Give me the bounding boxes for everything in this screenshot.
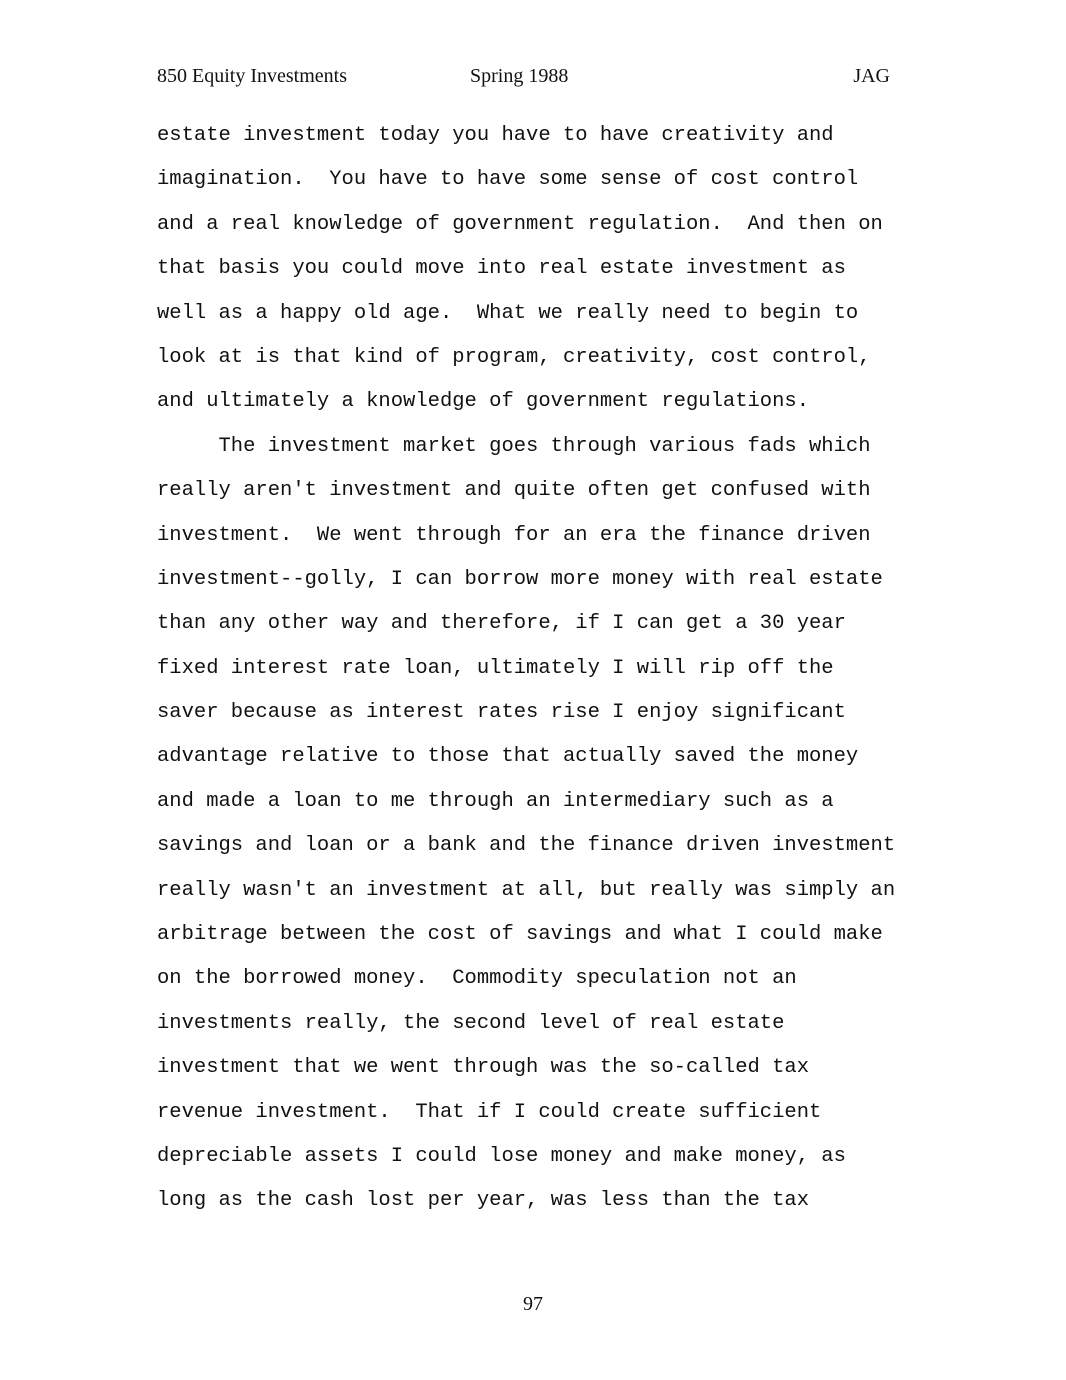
transcript-body [157,114,927,1224]
text-line: look at is that kind of program, creativity, cost control, [157,345,871,369]
text-line: revenue investment. That if I could create sufficient [157,1100,822,1124]
text-line: fixed interest rate loan, ultimately I will rip off the [157,656,834,680]
text-line: advantage relative to those that actually saved the money [157,745,859,769]
text-line: really wasn't an investment at all, but really was simply an [157,878,896,902]
page-footer [0,1290,1066,1318]
text-line: and ultimately a knowledge of government regulations. [157,390,810,414]
text-line: well as a happy old age. What we really need to begin to [157,301,859,325]
page-number: 97 [523,1293,543,1315]
text-line: investment--golly, I can borrow more money with real estate [157,567,883,591]
text-line: estate investment today you have to have creativity and [157,124,834,147]
text-line: investments really, the second level of real estate [157,1011,785,1035]
course-title: 850 Equity Investments [157,65,347,87]
text-line: and made a loan to me through an intermediary such as a [157,789,834,813]
author-initials: JAG [853,65,890,87]
page-header [157,62,890,90]
text-line: The investment market goes through various fads which [157,434,871,458]
text-line: arbitrage between the cost of savings and what I could make [157,923,883,947]
text-line: investment that we went through was the so-called tax [157,1056,810,1080]
text-line: than any other way and therefore, if I can get a 30 year [157,612,846,636]
text-line: long as the cash lost per year, was less than the tax [157,1189,810,1213]
text-line: savings and loan or a bank and the finance driven investment [157,834,896,858]
text-line: investment. We went through for an era the finance driven [157,523,871,547]
text-line: imagination. You have to have some sense of cost control [157,168,859,192]
text-line: really aren't investment and quite often get confused with [157,479,871,503]
text-line: depreciable assets I could lose money and make money, as [157,1144,846,1168]
text-line: and a real knowledge of government regulation. And then on [157,212,883,236]
text-line: that basis you could move into real estate investment as [157,257,846,281]
text-line: on the borrowed money. Commodity speculation not an [157,967,797,991]
text-line: saver because as interest rates rise I enjoy significant [157,701,846,725]
term-label: Spring 1988 [470,65,569,87]
